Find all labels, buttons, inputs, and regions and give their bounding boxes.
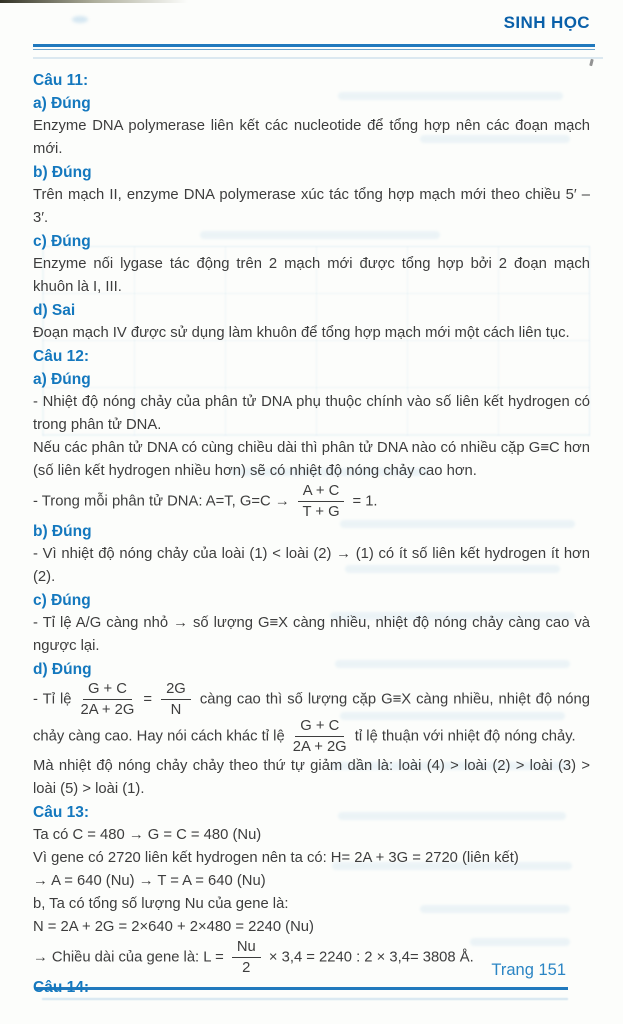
paragraph [33,253,590,299]
answer-heading: a) Đúng [33,371,91,388]
page-number-label: Trang 151 [491,961,566,979]
question-heading: Câu 11: [33,72,89,89]
paragraph [33,322,590,345]
fraction-numerator: G + C [83,681,132,700]
fraction-denominator: 2A + 2G [292,739,347,755]
paragraph [33,870,590,893]
paragraph [33,543,590,589]
answer-heading: a) Đúng [33,95,91,112]
question-heading: Câu 13: [33,804,89,821]
text-run: = [138,691,158,708]
page-content [33,69,590,999]
stray-mark-artifact [589,59,594,67]
text-run: - Trong mỗi phân tử DNA: A=T, G=C → [33,493,294,510]
text-run: tỉ lệ thuận với nhiệt độ nóng chảy. [350,728,576,745]
text-run: Mà nhiệt độ nóng chảy chảy theo thứ tự giảm dần là: loài (4) > loài (2) > loài (3) > loài (5) > loài (1). [33,758,590,797]
fraction-denominator: 2 [242,960,251,976]
text-run: = 1. [348,493,378,510]
fraction-numerator: Nu [232,939,261,958]
page-header-title: SINH HỌC [503,13,590,32]
text-run: N = 2A + 2G = 2×640 + 2×480 = 2240 (Nu) [33,919,314,935]
text-run: × 3,4 = 2240 : 2 × 3,4= 3808 Å. [264,949,474,966]
answer-heading: c) Đúng [33,233,91,250]
fraction-numerator: A + C [298,483,345,502]
paragraph [33,437,590,483]
answer-heading: d) Sai [33,302,76,319]
answer-heading: b) Đúng [33,523,92,540]
header-rule [33,44,595,50]
fraction-numerator: G + C [295,718,344,737]
fraction [298,483,345,520]
text-run: càng cao thì số lượng cặp G≡X càng nhiều, nhiệt độ nóng chảy càng cao. Hay nói cách khác tỉ lệ [33,691,590,745]
fraction-numerator: 2G [161,681,191,700]
text-run: Đoạn mạch IV được sử dụng làm khuôn để tổng hợp mạch mới một cách liên tục. [33,325,570,341]
header-rule-bleed [33,57,603,59]
paragraph [33,847,590,870]
fraction [232,939,261,976]
fraction [293,718,347,755]
answer-heading: d) Đúng [33,661,92,678]
text-run: Enzyme nối lygase tác động trên 2 mạch mới được tổng hợp bởi 2 đoạn mạch khuôn là I, III. [33,256,590,295]
paragraph [33,391,590,437]
paragraph [33,824,590,847]
text-run: - Tỉ lệ A/G càng nhỏ → số lượng G≡X càng nhiều, nhiệt độ nóng chảy càng cao và ngược lại. [33,615,590,654]
text-run: Trên mạch II, enzyme DNA polymerase xúc tác tổng hợp mạch mới theo chiều 5′ – 3′. [33,187,590,226]
fraction-denominator: 2A + 2G [80,702,135,718]
scan-edge-artifact [0,0,235,3]
answer-heading: b) Đúng [33,164,92,181]
question-heading: Câu 14: [33,979,89,996]
paragraph [33,893,590,916]
text-run: - Nhiệt độ nóng chảy của phân tử DNA phụ thuộc chính vào số liên kết hydrogen có trong phân tử DNA. [33,394,590,433]
ink-smudge-artifact [72,16,88,23]
question-heading: Câu 12: [33,348,89,365]
text-run: - Tỉ lệ [33,691,77,708]
text-run: Nếu các phân tử DNA có cùng chiều dài thì phân tử DNA nào có nhiều cặp G≡C hơn (số liên kết hydrogen nhiều hơn) sẽ có nhiệt độ nóng chảy cao hơn. [33,440,590,479]
text-run: → A = 640 (Nu) → T = A = 640 (Nu) [33,873,266,889]
text-run: Vì gene có 2720 liên kết hydrogen nên ta có: H= 2A + 3G = 2720 (liên kết) [33,850,519,866]
paragraph [33,483,590,520]
fraction [161,681,191,718]
paragraph [33,115,590,161]
paragraph [33,755,590,801]
paragraph [33,916,590,939]
fraction [81,681,135,718]
text-run: Ta có C = 480 → G = C = 480 (Nu) [33,827,262,843]
fraction-denominator: T + G [302,504,340,520]
text-run: - Vì nhiệt độ nóng chảy của loài (1) < loài (2) → (1) có ít số liên kết hydrogen ít hơn (2). [33,546,590,585]
fraction-denominator: N [170,702,182,718]
paragraph [33,612,590,658]
answer-heading: c) Đúng [33,592,91,609]
paragraph [33,681,590,755]
paragraph [33,184,590,230]
text-run: Enzyme DNA polymerase liên kết các nucleotide để tổng hợp nên các đoạn mạch mới. [33,118,590,157]
text-run: b, Ta có tổng số lượng Nu của gene là: [33,896,289,912]
text-run: → Chiều dài của gene là: L = [33,949,228,966]
